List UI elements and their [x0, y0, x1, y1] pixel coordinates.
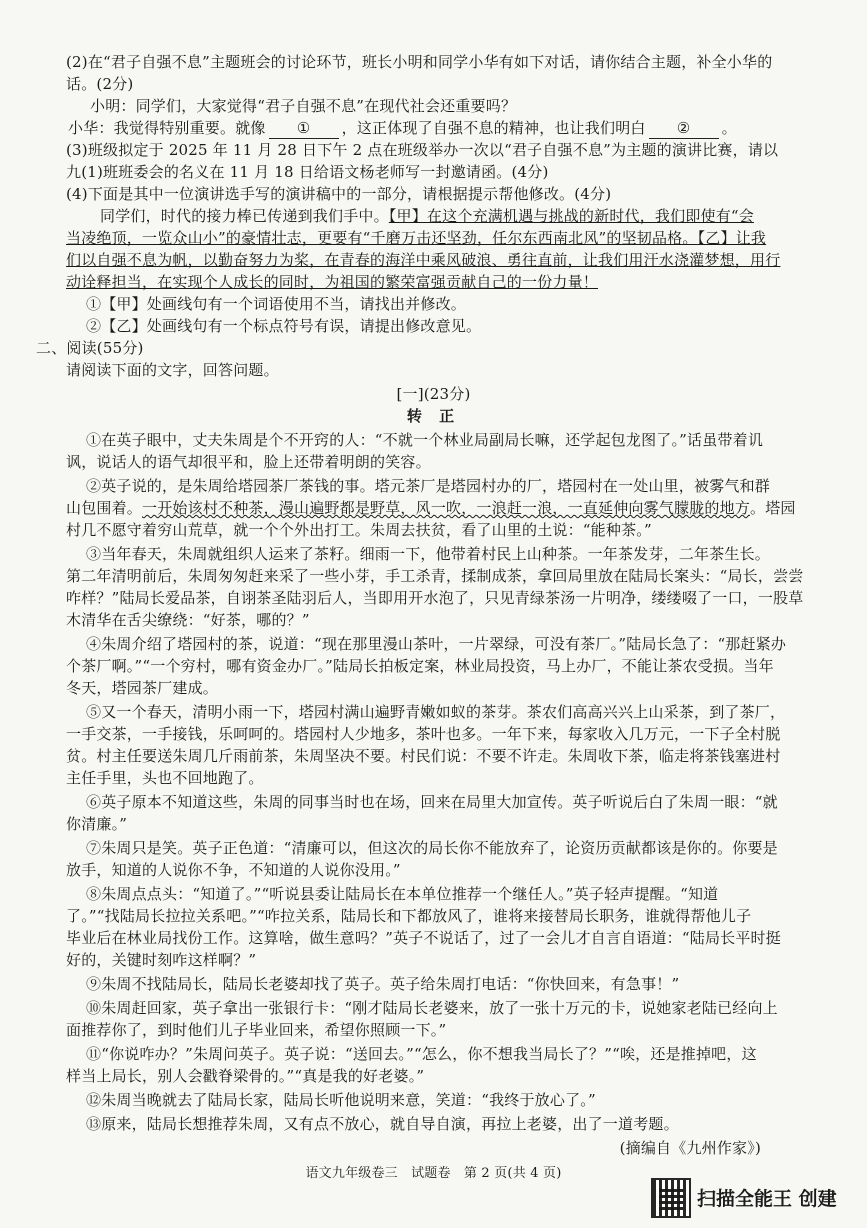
- q4-p2: [66, 228, 766, 248]
- q4-hint2: ②【乙】处画线句有一个标点符号有误，请提出修改意见。: [86, 317, 482, 335]
- scanner-watermark: 扫描全能王 创建: [697, 1188, 837, 1210]
- q4-p4: 动诠释担当，在实现个人成长的同时，为祖国的繁荣富强贡献自己的一份力量！: [66, 273, 599, 291]
- story-line: ⑪“你说咋办？”朱周问英子。英子说：“送回去。”“怎么，你不想我当局长了？”“唉，还是推掉吧，这: [86, 1045, 757, 1063]
- story-line: ①在英子眼中，丈夫朱周是个不开窍的人：“不就一个林业局副局长嘛，还学起包龙图了。”话虽带着讥: [86, 431, 764, 449]
- q2-hua: [68, 118, 737, 139]
- q4-p2-text: 当凌绝顶，一览众山小”的豪情壮志，更要有“千磨万击还坚劲，任尔东西南北风”的坚韧品格。: [66, 229, 698, 247]
- q2-hua-c: 。: [721, 119, 737, 137]
- q4-hint1: ①【甲】处画线句有一个词语使用不当，请找出并修改。: [86, 295, 467, 313]
- story-line: 贫。村主任要送朱周几斤雨前茶，朱周坚决不要。村民们说：不要不许走。朱周收下茶，临走将茶钱塞进村: [66, 747, 781, 765]
- page-footer: 语文九年级卷三 试题卷 第 2 页(共 4 页): [305, 1166, 562, 1181]
- story-line: ⑥英子原本不知道这些，朱周的同事当时也在场，回来在局里大加宣传。英子听说后白了朱周一眼：“就: [86, 793, 778, 811]
- story-line: 好的，关键时刻咋这样啊？”: [66, 951, 257, 969]
- blank-2: ②: [649, 118, 719, 139]
- story-line: ⑬原来，陆局长想推荐朱周，又有点不放心，就自导自演，再拉上老婆，出了一道考题。: [86, 1115, 679, 1133]
- story-line: ⑤又一个春天，清明小雨一下，塔园村满山遍野青嫩如蚁的茶芽。茶农们高高兴兴上山采茶，到了茶厂，: [86, 703, 786, 721]
- q4-p1a: 同学们，时代的接力棒已传递到我们手中。: [100, 207, 389, 225]
- story-line: ⑨朱周不找陆局长，陆局长老婆却找了英子。英子给朱周打电话：“你快回来，有急事！”: [86, 975, 680, 993]
- section2-title: 二、阅读(55分): [36, 339, 144, 357]
- story-line: ②英子说的，是朱周给塔园茶厂茶钱的事。塔元茶厂是塔园村办的厂，塔园村在一处山里，被雾气和群: [86, 477, 771, 495]
- q2-hua-b: ，这正体现了自强不息的精神，也让我们明白: [341, 119, 646, 137]
- qr-code-icon: [651, 1178, 691, 1218]
- part-one-heading: [一](23分): [396, 385, 471, 403]
- story-line: 你清廉。”: [66, 815, 128, 833]
- blank-1: ①: [269, 118, 339, 139]
- story-line: 木清华在舌尖缭绕：“好茶，哪的？”: [66, 611, 310, 629]
- story-seg: 。塔园: [750, 499, 796, 517]
- story-line: 放手，知道的人说你不争，不知道的人说你没用。”: [66, 861, 401, 879]
- story-line: 了。”“找陆局长拉拉关系吧。”“咋拉关系，陆局长和下都放风了，谁将来接替局长职务，谁就得帮他儿子: [66, 907, 752, 925]
- story-line: 毕业后在林业局找份工作。这算啥，做生意吗？”英子不说话了，过了一会儿才自言自语道：“陆局长平时挺: [66, 929, 781, 947]
- q4-p2b: 【乙】让我: [697, 229, 767, 247]
- story-line: ⑩朱周赶回家，英子拿出一张银行卡：“刚才陆局长老婆来，放了一张十万元的卡，说她家老陆已经向上: [86, 999, 778, 1017]
- q4-p3: 们以自强不息为帆，以勤奋努力为桨，在青春的海洋中乘风破浪、勇往直前，让我们用汗水浇灌梦想，用行: [66, 251, 781, 269]
- story-wavy-sentence: 一开始该村不种茶，漫山遍野都是野草，风一吹，一浪赶一浪，一直延伸向雾气朦胧的地方: [142, 499, 751, 517]
- q4-p1b: 【甲】在这个充满机遇与挑战的新时代，我们即使有“会: [388, 207, 754, 225]
- story-line: 讽，说话人的语气却很平和，脸上还带着明朗的笑容。: [66, 453, 431, 471]
- q4-line1: (4)下面是其中一位演讲选手写的演讲稿中的一部分，请根据提示帮他修改。(4分): [66, 185, 612, 203]
- story-line: ③当年春天，朱周就组织人运来了茶籽。细雨一下，他带着村民上山种茶。一年茶发芽，二年茶生长。: [86, 545, 771, 563]
- q4-p1: [100, 206, 754, 226]
- story-line: 一手交茶，一手接钱，乐呵呵的。塔园村人少地多，茶叶也多。一年下来，每家收入几万元，一下子全村脱: [66, 725, 781, 743]
- section2-intro: 请阅读下面的文字，回答问题。: [66, 361, 279, 379]
- story-line: ⑧朱周点点头：“知道了。”“听说县委让陆局长在本单位推荐一个继任人。”英子轻声提醒。“知道: [86, 885, 719, 903]
- q2-hua-a: 小华：我觉得特别重要。就像: [68, 119, 266, 137]
- story-line: 主任手里，头也不回地跑了。: [66, 769, 264, 787]
- story-source: (摘编自《九州作家》): [619, 1139, 761, 1157]
- story-line: ⑦朱周只是笑。英子正色道：“清廉可以，但这次的局长你不能放弃了，论资历贡献都该是你的。你要是: [86, 839, 778, 857]
- q2-ming: 小明：同学们，大家觉得“君子自强不息”在现代社会还重要吗？: [90, 97, 517, 115]
- q2-line1: (2)在“君子自强不息”主题班会的讨论环节，班长小明和同学小华有如下对话，请你结合主题，补全小华的: [66, 53, 773, 71]
- story-line: ④朱周介绍了塔园村的茶，说道：“现在那里漫山茶叶，一片翠绿，可没有茶厂。”陆局长急了：“那赶紧办: [86, 635, 787, 653]
- story-line: 咋样？”陆局长爱品茶，自诩茶圣陆羽后人，当即用开水泡了，只见青绿茶汤一片明净，缕缕啜了一口，一股草: [66, 589, 804, 607]
- story-line: 个茶厂啊。”“一个穷村，哪有资金办厂。”陆局长拍板定案，林业局投资，马上办厂，不能让茶农受损。当年: [66, 657, 774, 675]
- story-line: 冬天，塔园茶厂建成。: [66, 679, 219, 697]
- q3-line1: (3)班级拟定于 2025 年 11 月 28 日下午 2 点在班级举办一次以“君子自强不息”为主题的演讲比赛，请以: [66, 141, 779, 159]
- q3-line2: 九(1)班班委会的名义在 11 月 18 日给语文杨老师写一封邀请函。(4分): [66, 163, 549, 181]
- story-line: 面推荐你了，到时他们儿子毕业回来，希望你照顾一下。”: [66, 1021, 447, 1039]
- story-line: 样当上局长，别人会戳脊梁骨的。”“真是我的好老婆。”: [66, 1067, 425, 1085]
- story-line: ⑫朱周当晚就去了陆局长家，陆局长听他说明来意，笑道：“我终于放心了。”: [86, 1091, 596, 1109]
- story-seg: 山包围着。: [66, 499, 143, 517]
- story-line: 第二年清明前后，朱周匆匆赶来采了一些小芽，手工杀青，揉制成茶，拿回局里放在陆局长案头：“局长，尝尝: [66, 567, 804, 585]
- story-title: 转 正: [406, 407, 461, 425]
- story-line: 村几不愿守着穷山荒草，就一个个外出打工。朱周去扶贫，看了山里的土说：“能种茶。”: [66, 521, 652, 539]
- q2-line2: 话。(2分): [66, 75, 134, 93]
- story-line: [66, 498, 796, 518]
